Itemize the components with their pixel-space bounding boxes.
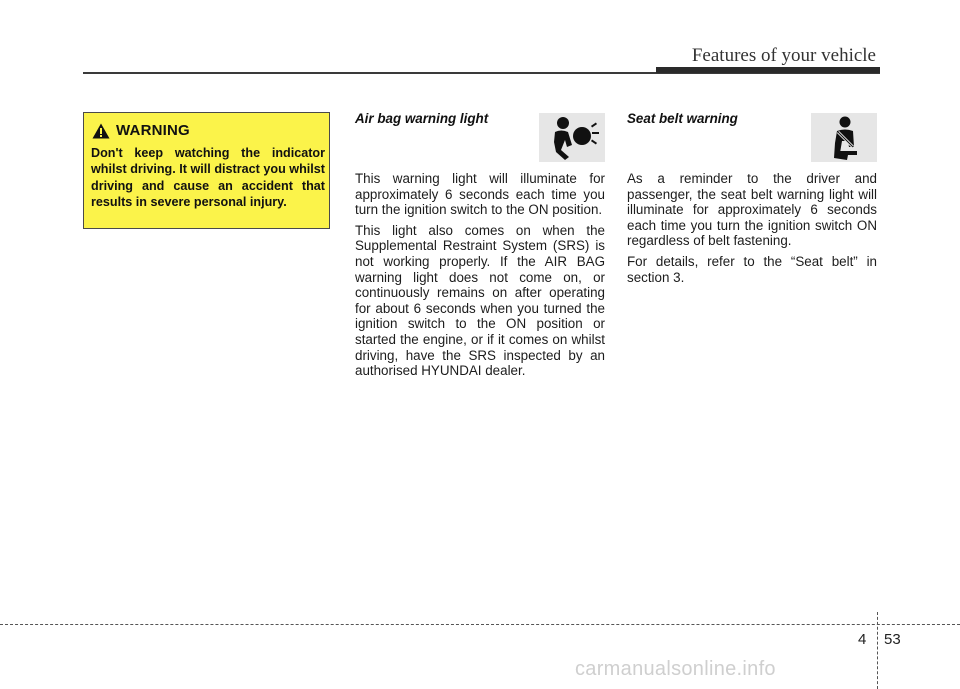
seatbelt-section-title: Seat belt warning (627, 111, 738, 126)
footer-divider (877, 612, 878, 689)
airbag-warning-icon (539, 113, 605, 162)
airbag-section (355, 108, 605, 379)
watermark[interactable]: carmanualsonline.info (575, 658, 776, 680)
warning-title: WARNING (116, 122, 190, 139)
warning-text: Don't keep watching the indicator whilst driving. It will distract you whilst driving and cause an accident that results in severe personal injury. (91, 146, 325, 209)
page-number: 53 (884, 631, 901, 648)
header-rule-accent (656, 67, 880, 73)
seatbelt-paragraph-1: As a reminder to the driver and passenger, the seat belt warning light will illuminate for approximately 6 seconds each time you turn the ignition switch ON regardless of belt fastening. (627, 171, 877, 249)
page-header-title: Features of your vehicle (691, 45, 876, 66)
seatbelt-paragraph-2: For details, refer to the “Seat belt” in section 3. (627, 253, 877, 285)
seatbelt-warning-icon (811, 113, 877, 162)
airbag-paragraph-1: This warning light will illuminate for approximately 6 seconds each time you turn the ignition switch to the ON position. (355, 171, 605, 218)
warning-box (83, 112, 330, 229)
chapter-number: 4 (858, 631, 867, 648)
warning-header (92, 122, 190, 139)
footer-rule (0, 624, 960, 625)
warning-triangle-icon (92, 123, 110, 139)
airbag-section-title: Air bag warning light (355, 111, 489, 126)
airbag-paragraph-2: This light also comes on when the Supplemental Restraint System (SRS) is not working properly. If the AIR BAG warning light does not come on, or continuously remains on after operating for about 6 seconds when you turned the ignition switch to the ON position or started the engine, or if it comes on whilst driving, have the SRS inspected by an authorised HYUNDAI dealer. (355, 222, 605, 379)
seatbelt-section (627, 108, 877, 285)
